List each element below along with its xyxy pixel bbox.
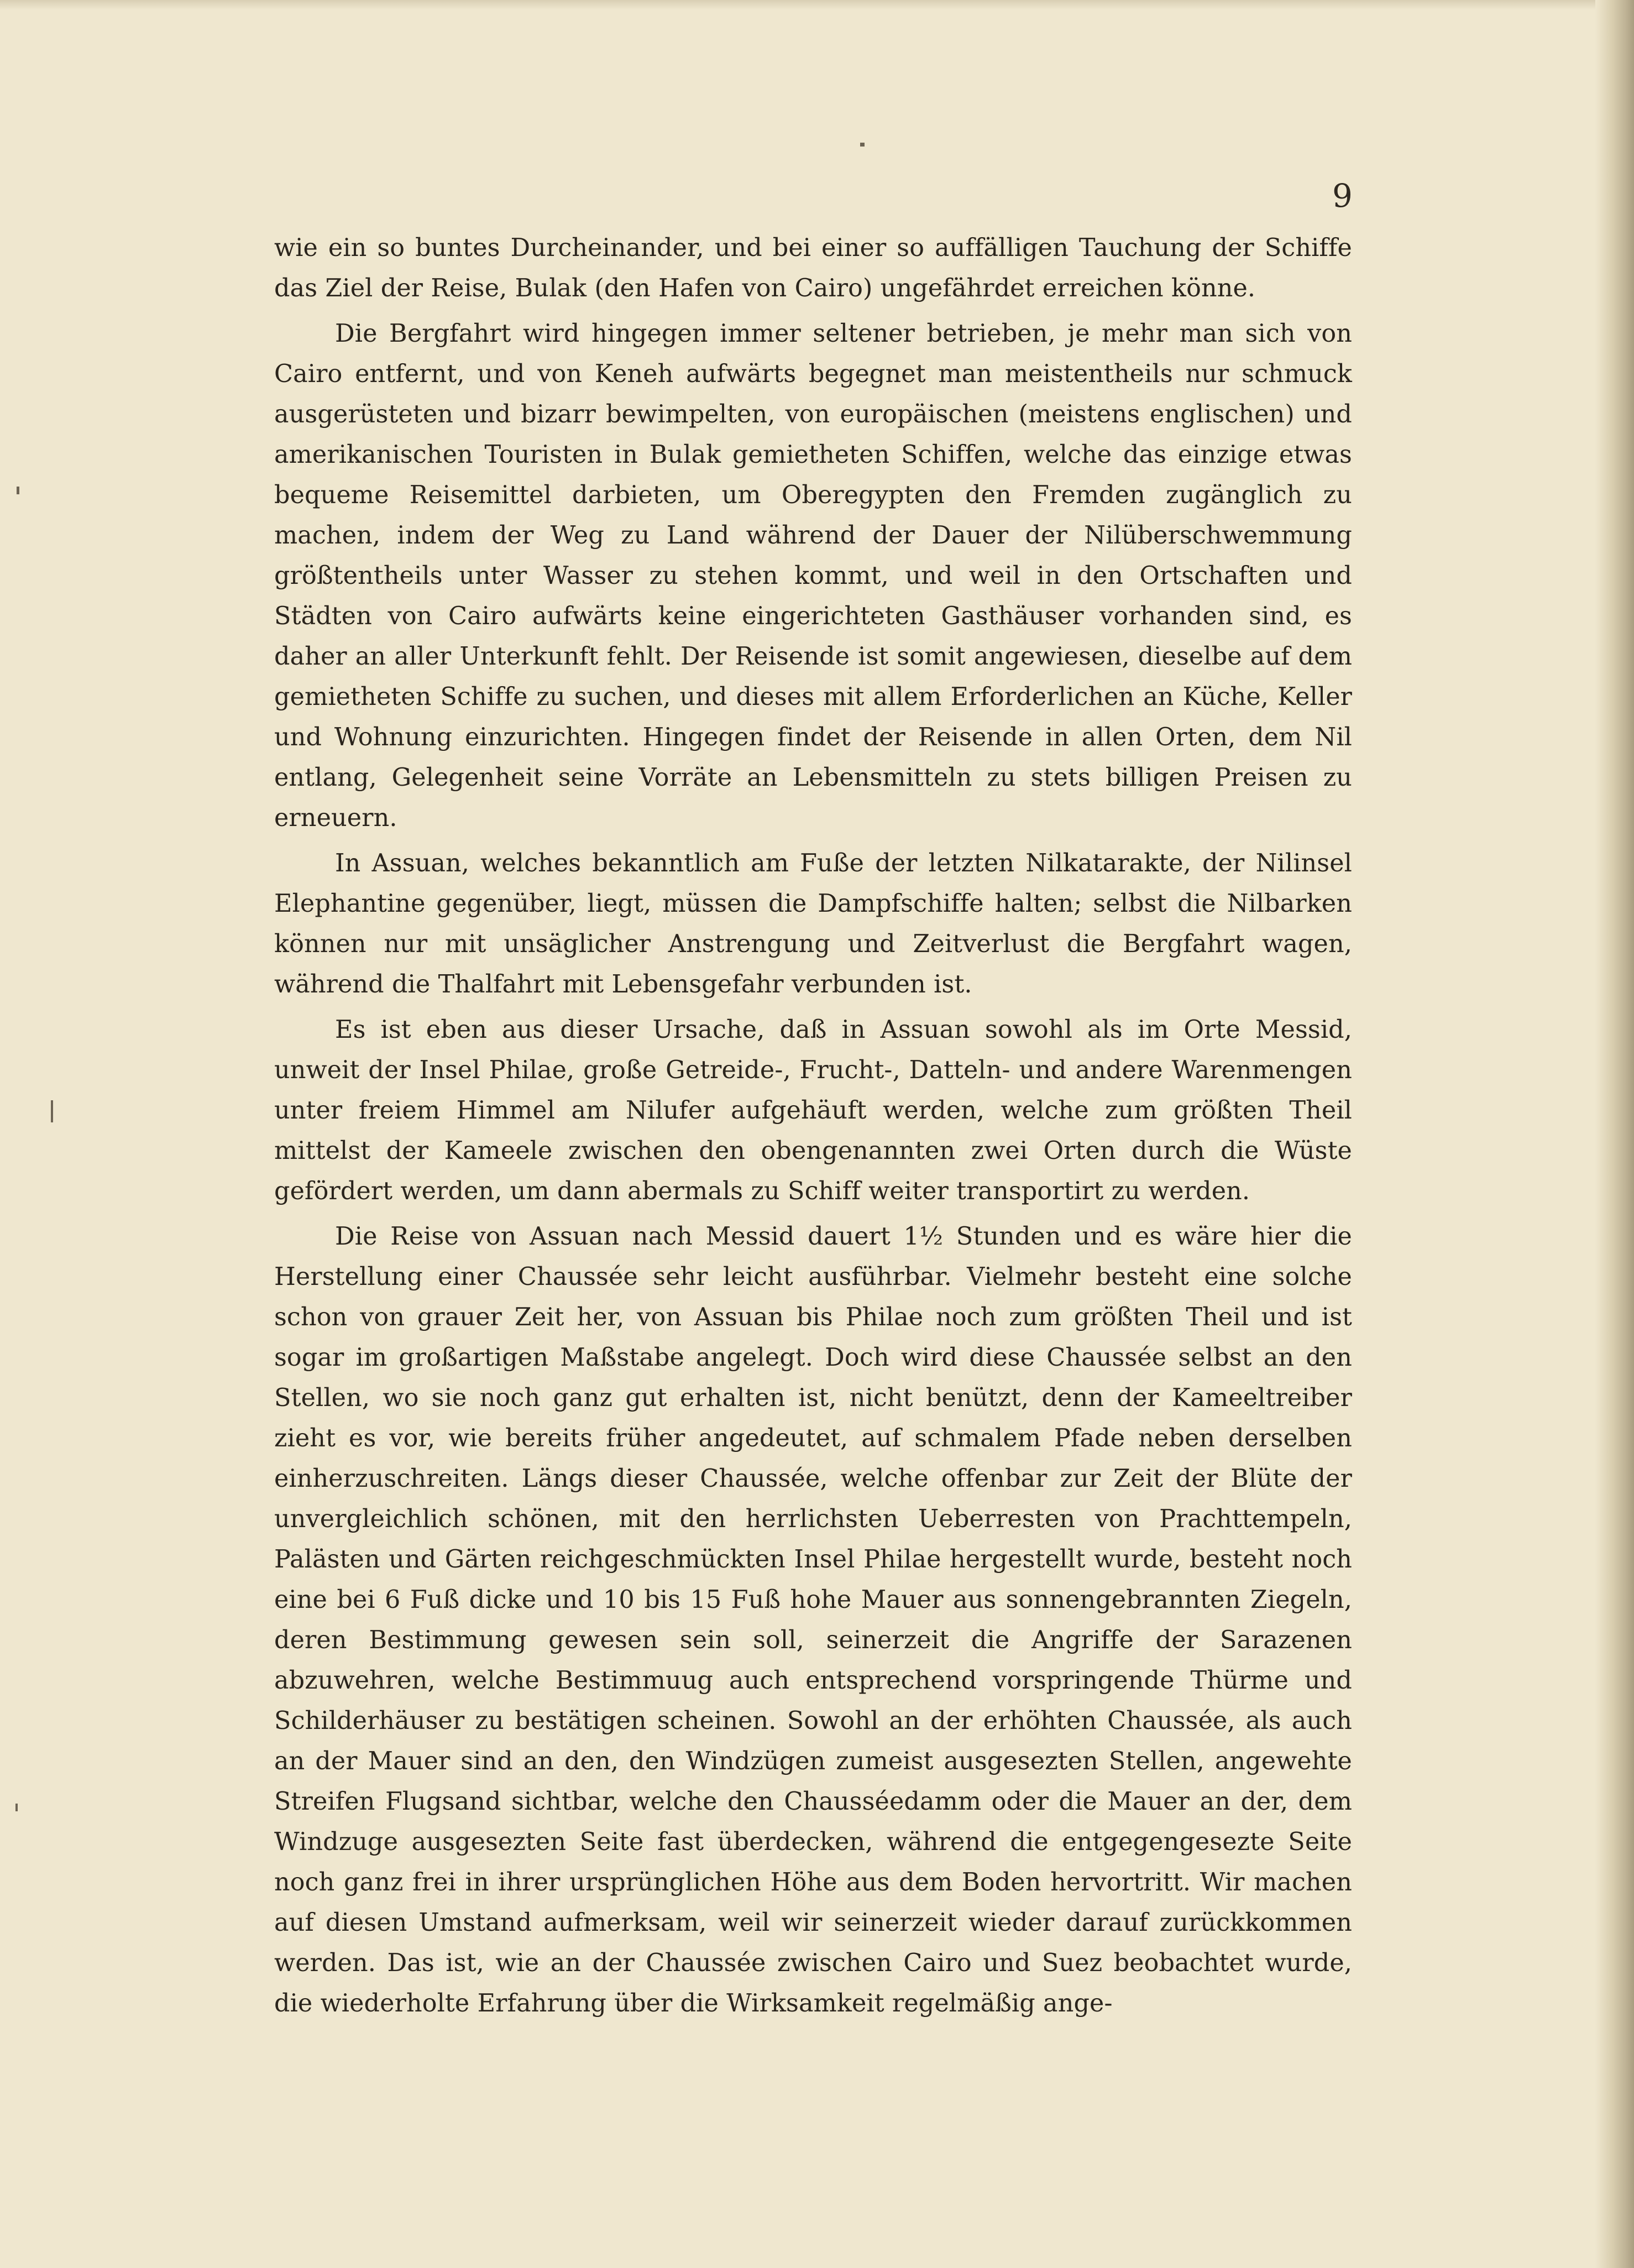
page-edge-shadow xyxy=(1595,0,1634,2268)
paragraph: wie ein so buntes Durcheinander, und bei einer so auffälligen Tauchung der Schiffe das Ziel der Reise, Bulak (den Hafen von Cairo) ungefährdet erreichen könne. xyxy=(274,234,1352,302)
margin-mark xyxy=(51,1100,53,1122)
paragraph: Die Reise von Assuan nach Messid dauert 1½ Stunden und es wäre hier die Herstellung einer Chaussée sehr leicht ausführbar. Vielmehr besteht eine solche schon von grauer Zeit her, von Assuan bis Philae noch zum größten Theil und ist sogar im großartigen Maßstabe angelegt. Doch wird diese Chaussée selbst an den Stellen, wo sie noch ganz gut erhalten ist, nicht benützt, denn der Kameeltreiber zieht es vor, wie bereits früher angedeutet, auf schmalem Pfade neben derselben einherzuschreiten. Längs dieser Chaussée, welche offenbar zur Zeit der Blüte der unvergleichlich schönen, mit den herrlichsten Ueberresten von Prachttempeln, Palästen und Gärten reichgeschmückten Insel Philae hergestellt wurde, besteht noch eine bei 6 Fuß dicke und 10 bis 15 Fuß hohe Mauer aus sonnengebrannten Ziegeln, deren Bestimmung gewesen sein soll, seinerzeit die Angriffe der Sarazenen abzuwehren, welche Bestimmuug auch entsprechend vorspringende Thürme und Schilderhäuser zu bestätigen scheinen. Sowohl an der erhöhten Chaussée, als auch an der Mauer sind an den, den Windzügen zumeist ausgesezten Stellen, angewehte Streifen Flugsand sichtbar, welche den Chausséedamm oder die Mauer an der, dem Windzuge ausgesezten Seite fast überdecken, während die entgegengesezte Seite noch ganz frei in ihrer ursprünglichen Höhe aus dem Boden hervortritt. Wir machen auf diesen Umstand aufmerksam, weil wir seinerzeit wieder darauf zurückkommen werden. Das ist, wie an der Chaussée zwischen Cairo und Suez beobachtet wurde, die wiederholte Erfahrung über die Wirksamkeit regelmäßig ange- xyxy=(274,1222,1352,2018)
body-text xyxy=(274,228,1352,2029)
page-number: 9 xyxy=(1332,177,1353,215)
margin-mark xyxy=(15,1804,18,1811)
page-top-edge xyxy=(0,0,1634,10)
margin-mark xyxy=(17,487,19,494)
paragraph: Die Bergfahrt wird hingegen immer seltener betrieben, je mehr man sich von Cairo entfernt, und von Keneh aufwärts begegnet man meistentheils nur schmuck ausgerüsteten und bizarr bewimpelten, von europäischen (meistens englischen) und amerikanischen Touristen in Bulak gemietheten Schiffen, welche das einzige etwas bequeme Reisemittel darbieten, um Oberegypten den Fremden zugänglich zu machen, indem der Weg zu Land während der Dauer der Nilüberschwemmung größtentheils unter Wasser zu stehen kommt, und weil in den Ortschaften und Städten von Cairo aufwärts keine eingerichteten Gasthäuser vorhanden sind, es daher an aller Unterkunft fehlt. Der Reisende ist somit angewiesen, dieselbe auf dem gemietheten Schiffe zu suchen, und dieses mit allem Erforderlichen an Küche, Keller und Wohnung einzurichten. Hingegen findet der Reisende in allen Orten, dem Nil entlang, Gelegenheit seine Vorräte an Lebensmitteln zu stets billigen Preisen zu erneuern. xyxy=(274,320,1352,832)
paragraph: In Assuan, welches bekanntlich am Fuße der letzten Nilkatarakte, der Nilinsel Elephantine gegenüber, liegt, müssen die Dampfschiffe halten; selbst die Nilbarken können nur mit unsäglicher Anstrengung und Zeitverlust die Bergfahrt wagen, während die Thalfahrt mit Lebensgefahr verbunden ist. xyxy=(274,849,1352,999)
paragraph: Es ist eben aus dieser Ursache, daß in Assuan sowohl als im Orte Messid, unweit der Insel Philae, große Getreide-, Frucht-, Datteln- und andere Warenmengen unter freiem Himmel am Nilufer aufgehäuft werden, welche zum größten Theil mittelst der Kameele zwischen den obengenannten zwei Orten durch die Wüste gefördert werden, um dann abermals zu Schiff weiter transportirt zu werden. xyxy=(274,1016,1352,1205)
margin-mark xyxy=(860,143,865,147)
